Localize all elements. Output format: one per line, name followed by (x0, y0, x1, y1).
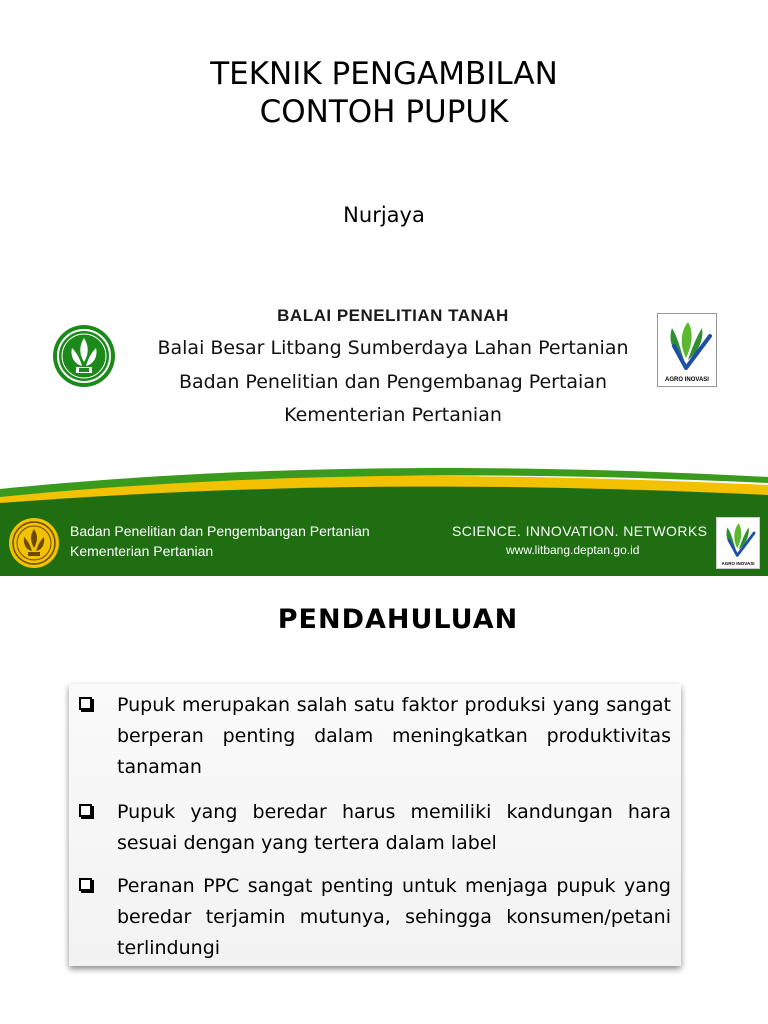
bullet-text: Pupuk yang beredar harus memiliki kandungan hara sesuai dengan yang tertera dalam label (117, 801, 671, 854)
org-line-3: Kementerian Pertanian (284, 404, 502, 426)
footer-tagline: SCIENCE. INNOVATION. NETWORKS (452, 523, 708, 539)
bullet-text: Peranan PPC sangat penting untuk menjaga pupuk yang beredar terjamin mutunya, sehingga konsumen/petani terlindungi (117, 875, 671, 959)
introduction-slide (0, 576, 768, 1024)
agro-label: AGRO INOVASI (665, 377, 709, 383)
footer-website: www.litbang.deptan.go.id (506, 543, 640, 557)
slide-title (0, 55, 768, 131)
author-name: Nurjaya (343, 203, 425, 227)
checkbox-bullet-icon (79, 804, 92, 817)
footer-ministry-seal-icon (8, 517, 60, 569)
footer-agro-logo (716, 517, 760, 569)
section-heading: PENDAHULUAN (277, 604, 519, 635)
footer-agro-leaf-icon (717, 519, 759, 561)
footer-org-line-1: Badan Penelitian dan Pengembangan Pertanian (70, 523, 370, 539)
agro-leaf-icon (658, 316, 716, 376)
checkbox-bullet-icon (79, 878, 92, 891)
institute-name: BALAI PENELITIAN TANAH (277, 306, 509, 325)
agro-inovasi-logo (657, 313, 717, 387)
bullet-text: Pupuk merupakan salah satu faktor produksi yang sangat berperan penting dalam meningkatkan produktivitas tanaman (117, 694, 671, 778)
title-line-1: TEKNIK PENGAMBILAN (210, 56, 558, 92)
org-line-2: Badan Penelitian dan Pengembanag Pertaian (178, 371, 608, 393)
checkbox-bullet-icon (79, 697, 92, 710)
footer-org-line-2: Kementerian Pertanian (70, 543, 214, 559)
title-line-2: CONTOH PUPUK (259, 94, 509, 130)
org-line-1: Balai Besar Litbang Sumberdaya Lahan Pertanian (157, 337, 629, 359)
bullet-panel (69, 684, 681, 966)
footer-agro-label: AGRO INOVASI (721, 561, 755, 566)
